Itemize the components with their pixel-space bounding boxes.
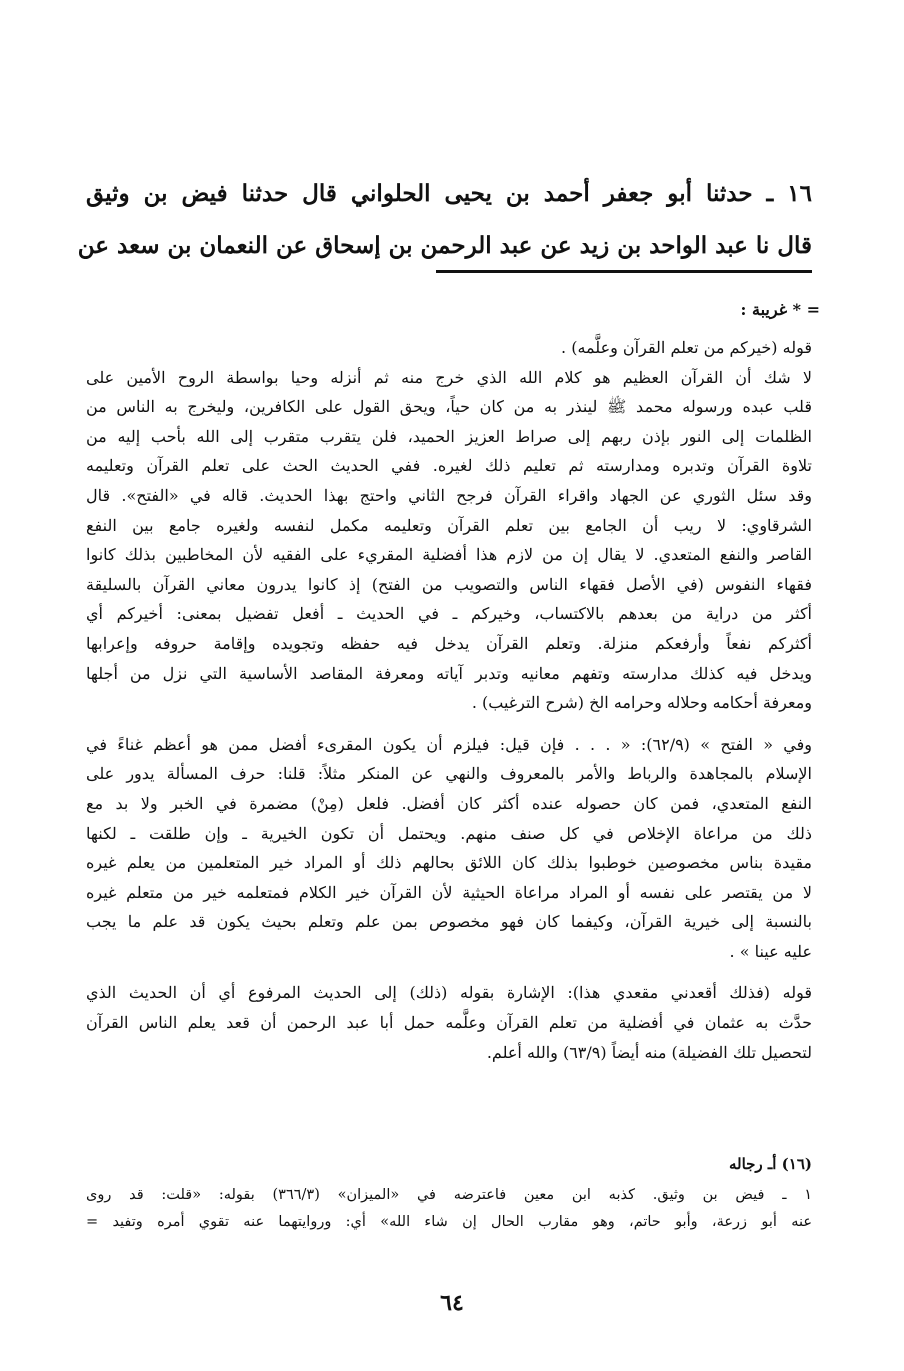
commentary-line: ومعرفة أحكامه وحلاله وحرامه الخ (شرح الترغيب) .	[471, 693, 812, 713]
hadith-line: ١٦ ـ حدثنا أبو جعفر أحمد بن يحيى الحلواني قال حدثنا فيض بن وثيق	[86, 180, 812, 207]
commentary-paragraph	[86, 730, 812, 967]
paragraph-gap	[86, 718, 812, 730]
commentary-line: الإسلام بالمجاهدة والرباط والأمر بالمعروف والنهي عن المنكر مثلاً: قلنا: حرف المسألة يدور على	[86, 764, 812, 784]
footnote-line: عنه أبو زرعة، وأبو حاتم، وهو مقارب الحال إن شاء الله» أي: وروايتهما عنه تقوي أمره وتفيد =	[86, 1214, 812, 1230]
commentary-line: عليه عينا » .	[729, 941, 812, 961]
commentary-line: النفع المتعدي، فمن كان حصوله عنده أكثر كان أفضل. فلعل (مِنْ) مضمرة في الخبر ولا بد مع	[86, 793, 812, 813]
commentary-paragraph	[86, 978, 812, 1067]
commentary	[86, 333, 812, 1067]
commentary-paragraph	[86, 363, 812, 718]
commentary-line: تلاوة القرآن وتدبره ومدارسته ثم تعليم ذلك لغيره. ففي الحديث الحث على تعلم القرآن وتعليمه	[86, 456, 813, 476]
commentary-line: فقهاء النفوس (في الأصل فقهاء الناس والتصويب من الفتح) إذ كانوا يدرون معاني القرآن بالسليقة	[86, 574, 812, 594]
sharh-heading: = * غريبة :	[740, 300, 820, 319]
commentary-line: قلب عبده ورسوله محمد ﷺ لينذر به من كان حياً، ويحق القول على الكافرين، وليخرج به الناس من	[86, 397, 812, 417]
footnote-line: ١ ـ فيض بن وثيق. كذبه ابن معين فاعترضه في «الميزان» (٣٦٦/٣) بقوله: «قلت: قد روى	[86, 1187, 812, 1203]
commentary-line: أكثركم نفعاً وأرفعكم منزلة. وتعلم القرآن يدخل فيه حفظه وتجويده وإقامة حروفه وإعرابها	[86, 633, 812, 653]
commentary-line: الظلمات إلى النور بإذن ربهم إلى صراط العزيز الحميد، فلن يتقرب متقرب إلى الله بأحب إليه من	[86, 426, 812, 446]
commentary-paragraph	[86, 333, 812, 363]
commentary-line: ذلك من مراعاة الإخلاص في كل صنف منهم. ويحتمل أن تكون الخيرية ـ وإن طلقت ـ لكنها	[86, 823, 812, 843]
commentary-line: أكثر من دراية من بعدهم بالاكتساب، وخيركم ـ في الحديث ـ أفعل تفضيل بمعنى: أخيركم أي	[86, 604, 813, 624]
commentary-line: بالنسبة إلى خيرية القرآن، وكيفما كان فهو مخصوص بمن علم وتعلم بحيث يكون قد علم ما يجب	[86, 912, 812, 932]
commentary-line: وقد سئل الثوري عن الجهاد واقراء القرآن فرجح الثاني واحتج بهذا الحديث. قاله في «الفتح». قال	[86, 485, 813, 505]
commentary-line: وفي « الفتح » (٦٢/٩): « . . . فإن قيل: فيلزم أن يكون المقرىء أفضل ممن هو أعظم غناءً في	[86, 734, 812, 754]
hadith-text	[77, 168, 812, 272]
commentary-line: قوله (فذلك أقعدني مقعدي هذا): الإشارة بقوله (ذلك) إلى الحديث المرفوع أي أن الحديث الذي	[86, 983, 812, 1003]
commentary-line: لا شك أن القرآن العظيم هو كلام الله الذي خرج منه ثم أنزله وحيا بواسطة الروح الأمين على	[86, 367, 813, 387]
separator-rule	[436, 270, 812, 273]
commentary-line: حدَّث به عثمان في أفضلية من تعلم القرآن وعلَّمه حمل أبا عبد الرحمن أن قعد يعلم الناس القرآن	[86, 1013, 813, 1033]
commentary-line: مقيدة بناس مخصوصين خوطبوا بذلك كان اللائق بحالهم ذلك أو المراد خير المتعلمين من يعلم غيره	[86, 853, 812, 873]
paragraph-gap	[86, 966, 812, 978]
hadith-line: قال نا عبد الواحد بن زيد عن عبد الرحمن بن إسحاق عن النعمان بن سعد عن	[77, 232, 812, 259]
commentary-line: قوله (خيركم من تعلم القرآن وعلَّمه) .	[561, 338, 812, 357]
commentary-line: الشرقاوي: لا ريب أن الجامع بين تعلم القرآن وتعليمه مكمل لنفسه ولغيره جامع بين النفع	[86, 515, 812, 535]
footnote	[86, 1182, 812, 1236]
commentary-line: لتحصيل تلك الفضيلة) منه أيضاً (٦٣/٩) والله أعلم.	[486, 1042, 812, 1062]
commentary-line: لا من يقتصر على نفسه أو المراد مراعاة الحيثية لأن القرآن خير الكلام فمتعلمه خير من متعلم غيره	[86, 882, 812, 902]
footnote-heading: (١٦) أـ رجاله	[728, 1155, 812, 1173]
commentary-line: القاصر والنفع المتعدي. لا يقال إن من لازم هذا أفضلية المقريء على الفقيه لأن المخاطبين بذلك كانوا	[86, 545, 812, 565]
page-number: ٦٤	[440, 1290, 464, 1316]
commentary-line: ويدخل فيه كذلك مدارسته وتفهم معانيه وتدبر آياته ومعرفة المقاصد الأساسية التي نزل من أجلها	[86, 663, 812, 683]
